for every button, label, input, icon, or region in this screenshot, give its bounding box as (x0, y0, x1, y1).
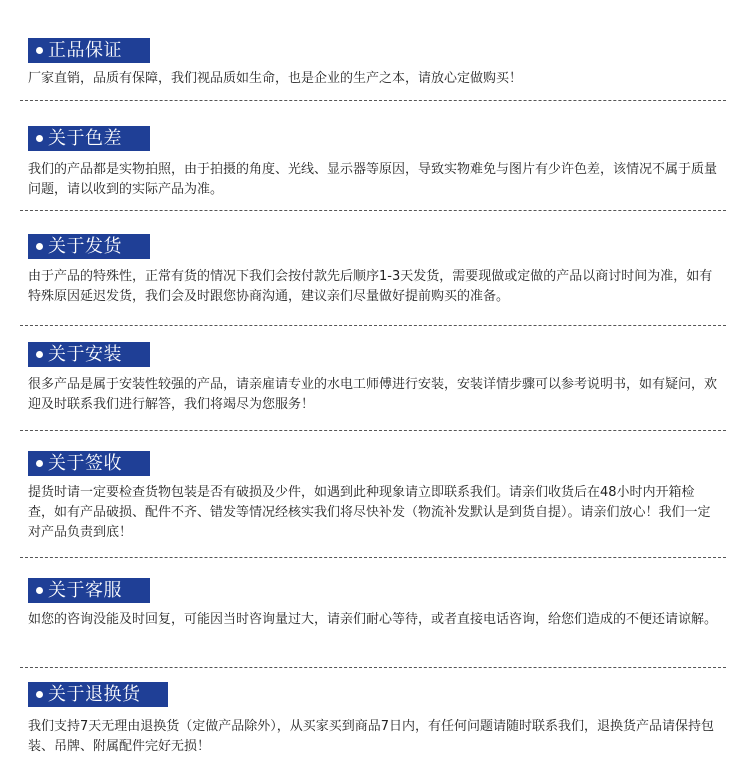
section-text: 很多产品是属于安装性较强的产品，请亲雇请专业的水电工师傅进行安装，安装详情步骤可以参考说明书，如有疑问，欢迎及时联系我们进行解答，我们将竭尽为您服务！ (28, 377, 718, 412)
section-divider (20, 210, 726, 211)
section-text: 提货时请一定要检查货物包装是否有破损及少件，如遇到此种现象请立即联系我们。请亲们收货后在48小时内开箱检查，如有产品破损、配件不齐、错发等情况经核实我们将尽快补发（物流补发默认是到货自提）。请亲们放心！我们一定对产品负责到底！ (28, 485, 711, 540)
section-divider (20, 667, 726, 668)
section-title: 正品保证 (48, 40, 122, 61)
section-title-badge (28, 126, 150, 151)
bullet-dot-icon (36, 351, 43, 358)
section-divider (20, 430, 726, 431)
section-text: 如您的咨询没能及时回复，可能因当时咨询量过大，请亲们耐心等待，或者直接电话咨询，给您们造成的不便还请谅解。 (28, 612, 718, 627)
bullet-dot-icon (36, 135, 43, 142)
section-title: 关于签收 (48, 453, 122, 474)
bullet-dot-icon (36, 587, 43, 594)
section-title-badge (28, 682, 168, 707)
section-title-badge (28, 38, 150, 63)
bullet-dot-icon (36, 47, 43, 54)
section-title-badge (28, 451, 150, 476)
section-title: 关于发货 (48, 236, 122, 257)
bullet-dot-icon (36, 243, 43, 250)
section-title-badge (28, 578, 150, 603)
section-title-badge (28, 234, 150, 259)
bullet-dot-icon (36, 691, 43, 698)
section-title: 关于客服 (48, 580, 122, 601)
section-title: 关于安装 (48, 344, 122, 365)
section-text: 由于产品的特殊性，正常有货的情况下我们会按付款先后顺序1-3天发货，需要现做或定做的产品以商讨时间为准，如有特殊原因延迟发货，我们会及时跟您协商沟通，建议亲们尽量做好提前购买的准备。 (28, 269, 713, 304)
section-text: 厂家直销，品质有保障，我们视品质如生命，也是企业的生产之本，请放心定做购买！ (28, 71, 523, 86)
section-text: 我们的产品都是实物拍照，由于拍摄的角度、光线、显示器等原因，导致实物难免与图片有少许色差，该情况不属于质量问题，请以收到的实际产品为准。 (28, 162, 718, 197)
section-divider (20, 557, 726, 558)
section-text: 我们支持7天无理由退换货（定做产品除外），从买家买到商品7日内，有任何问题请随时联系我们，退换货产品请保持包装、吊牌、附属配件完好无损！ (28, 719, 715, 754)
section-divider (20, 100, 726, 101)
bullet-dot-icon (36, 460, 43, 467)
section-title: 关于色差 (48, 128, 122, 149)
section-divider (20, 325, 726, 326)
section-title: 关于退换货 (48, 684, 141, 705)
section-title-badge (28, 342, 150, 367)
